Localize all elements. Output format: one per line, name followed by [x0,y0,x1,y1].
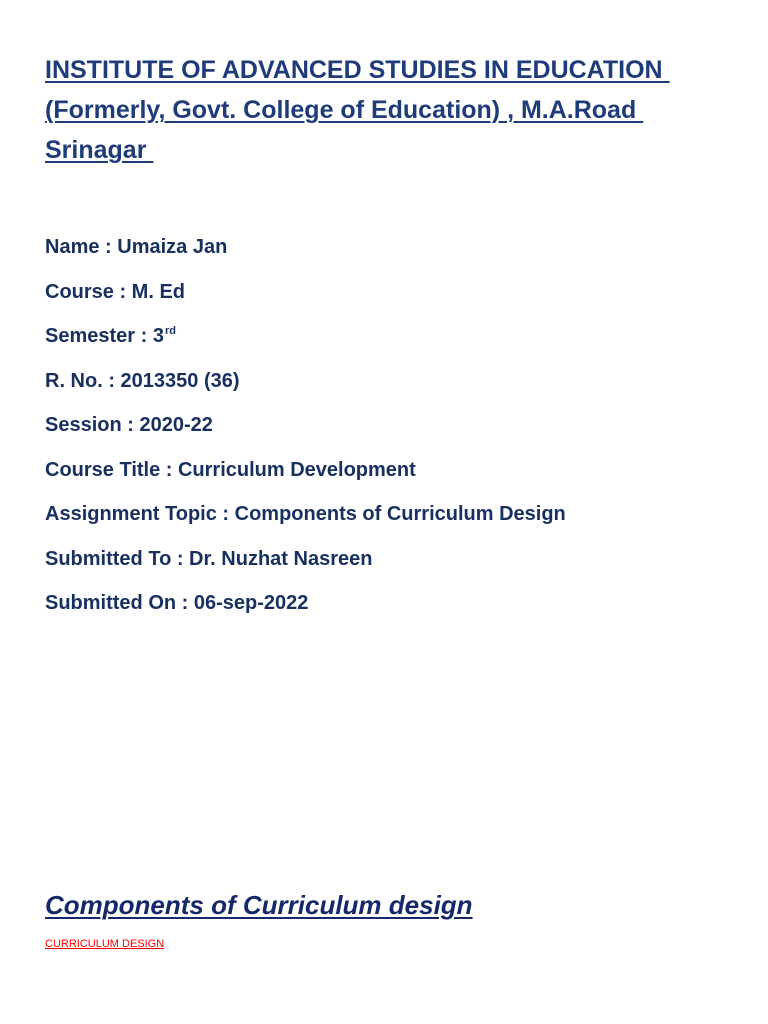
institute-name-line [45,50,725,90]
detail-submitted-to: Submitted To : Dr. Nuzhat Nasreen [45,547,373,570]
detail-course-title: Course Title : Curriculum Development [45,458,416,481]
section-heading: Components of Curriculum design [45,890,473,920]
institute-city-line [45,130,725,170]
detail-assignment-topic: Assignment Topic : Components of Curriculum Design [45,503,566,525]
detail-session: Session : 2020-22 [45,414,213,436]
student-details [45,232,725,633]
institute-formerly: (Formerly, Govt. College of Education) , M.A.Road [45,96,644,124]
detail-name: Name : Umaiza Jan [45,236,228,258]
detail-semester [45,321,725,366]
institute-formerly-line [45,90,725,130]
institute-header [45,50,725,170]
institute-name: INSTITUTE OF ADVANCED STUDIES IN EDUCATION [45,56,670,84]
institute-city: Srinagar [45,136,154,164]
detail-roll-number: R. No. : 2013350 (36) [45,369,240,392]
detail-semester-text: Semester : 3 [45,325,164,347]
detail-course: Course : M. Ed [45,280,186,303]
detail-semester-suffix: rd [164,325,176,338]
curriculum-design-link[interactable]: CURRICULUM DESIGN [45,938,165,950]
detail-submitted-on: Submitted On : 06-sep-2022 [45,592,309,614]
